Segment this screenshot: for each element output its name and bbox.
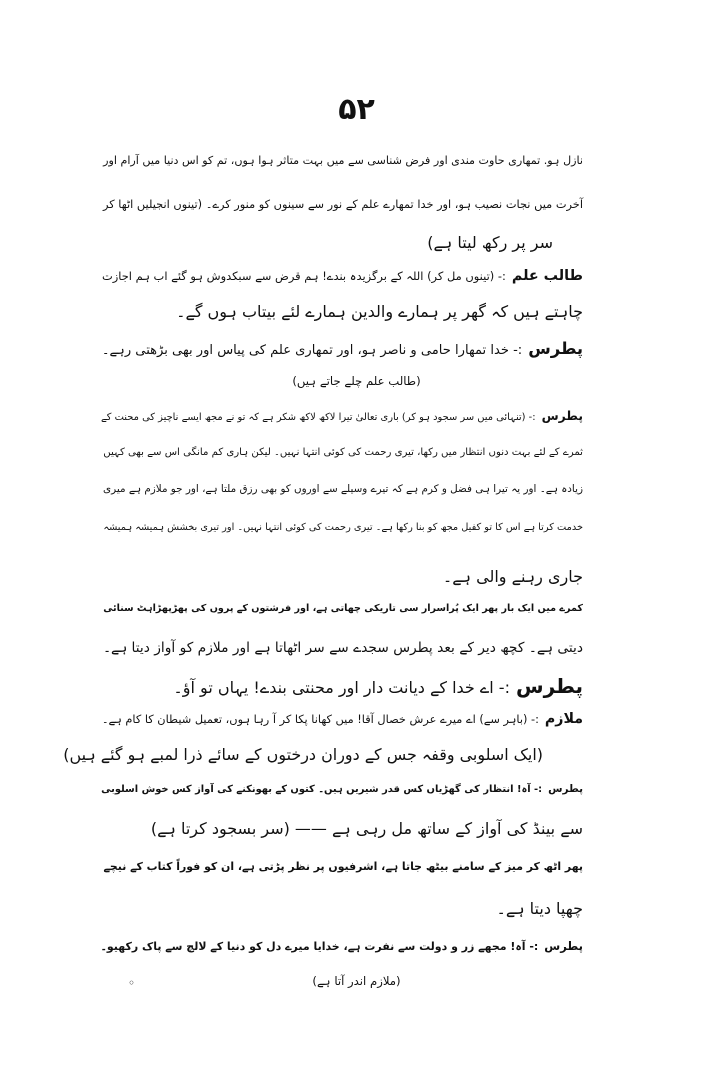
line-text: :- (تنہائی میں سر سجود ہو کر) باری تعالیٰ تیرا لاکھ لاکھ شکر ہے کہ تو نے مجھ ایسے ناچیز کی محنت کے: [100, 412, 536, 423]
line-text: :- (تینوں مل کر) اللہ کے برگزیدہ بندے! ہم قرض سے سبکدوش ہو گئے اب ہم اجازت: [101, 269, 506, 283]
speaker-name: طالب علم: [511, 268, 583, 284]
line-text: کمرے میں ایک بار پھر ایک پُراسرار سی تاریکی چھاتی ہے، اور فرشتوں کے پروں کی پھڑپھڑاہٹ سنائی: [103, 603, 583, 614]
speaker-name: ملازم: [544, 711, 583, 727]
text-line: [103, 442, 583, 464]
line-text: (ملازم اندر آتا ہے): [312, 974, 401, 988]
dialogue-line: [173, 675, 583, 699]
stage-direction: [427, 232, 553, 254]
page-number: ۵۲: [338, 92, 375, 127]
line-text: سے بینڈ کی آواز کے ساتھ مل رہی ہے —— (سر بسجود کرتا ہے): [150, 819, 583, 838]
line-text: جاری رہنے والی ہے۔: [442, 567, 583, 586]
text-line: [103, 517, 583, 539]
speaker-name: پطرس: [528, 339, 583, 358]
speaker-name: پطرس: [544, 939, 583, 953]
line-text: سر پر رکھ لیتا ہے): [427, 233, 553, 252]
line-text: آخرت میں نجات نصیب ہو، اور خدا تمھارے علم کے نور سے سینوں کو منور کرے۔ (تینوں انجیلیں اٹھا کر: [102, 197, 583, 211]
line-text: پھر اٹھ کر میز کے سامنے بیٹھ جاتا ہے، اشرفیوں پر نظر پڑتی ہے، ان کو فوراً کتاب کے نیچے: [103, 860, 583, 873]
stage-direction: [0, 970, 713, 992]
line-text: دیتی ہے۔ کچھ دیر کے بعد پطرس سجدے سے سر اٹھاتا ہے اور ملازم کو آواز دیتا ہے۔: [102, 640, 583, 656]
text-line: [104, 856, 584, 878]
text-line: [103, 478, 583, 500]
text-line: [103, 637, 583, 659]
dialogue-line: [100, 935, 583, 958]
line-text: :- آہ! انتظار کی گھڑیاں کس قدر شیریں ہیں۔ کتوں کے بھونکنے کی آواز کس خوش اسلوبی: [101, 784, 543, 795]
dialogue-line: [101, 405, 583, 429]
dialogue-line: [102, 708, 583, 730]
line-text: :- (باہر سے) اے میرے عرش خصال آقا! میں کھانا پکا کر آ رہا ہوں، تعمیل شیطان کا کام ہے۔: [101, 712, 539, 726]
dialogue-line: [102, 265, 583, 287]
speaker-name: پطرس: [548, 783, 583, 795]
line-text: (طالب علم چلے جاتے ہیں): [292, 374, 421, 388]
line-text: چھپا دیتا ہے۔: [496, 899, 583, 918]
line-text: ثمرے کے لئے بہت دنوں انتظار میں رکھا، تیری رحمت کی کوئی انتہا نہیں۔ لیکن ہاری کم مانگی اس سے بھی کہیں: [103, 447, 583, 458]
stage-direction: [63, 744, 543, 766]
line-text: چاہتے ہیں کہ گھر پر ہمارے والدین ہمارے لئے بیتاب ہوں گے۔: [176, 302, 583, 321]
dialogue-line: [101, 778, 583, 801]
dialogue-line: [102, 338, 583, 362]
line-text: نازل ہو. تمھاری حاوت مندی اور فرض شناسی سے میں بہت متاثر ہوا ہوں، تم کو اس دنیا میں آرام اور: [103, 154, 583, 167]
line-text: :- اے خدا کے دیانت دار اور محنتی بندے! یہاں تو آؤ۔: [173, 678, 510, 697]
text-line: [103, 150, 583, 172]
line-text: :- آہ! مجھے زر و دولت سے نفرت ہے، خدایا میرے دل کو دنیا کے لالچ سے پاک رکھیو۔: [100, 940, 539, 953]
stage-direction: [0, 370, 713, 392]
speaker-name: پطرس: [515, 674, 583, 698]
text-line: [103, 193, 583, 215]
text-line: [103, 598, 583, 620]
line-text: خدمت کرتا ہے اس کا تو کفیل مجھ کو بنا رکھا ہے۔ تیری رحمت کی کوئی انتہا نہیں۔ اور تیری بخشش ہمیشہ ہمیشہ: [103, 522, 583, 533]
text-line: [496, 898, 583, 920]
ink-mark: ◦: [128, 976, 136, 990]
text-line: [443, 566, 583, 588]
text-line: [176, 301, 583, 323]
text-line: [151, 818, 583, 840]
line-text: :- خدا تمھارا حامی و ناصر ہو، اور تمھاری علم کی پیاس اور بھی بڑھتی رہے۔: [101, 343, 523, 358]
speaker-name: پطرس: [541, 409, 583, 423]
line-text: زیادہ ہے۔ اور یہ تیرا ہی فضل و کرم ہے کہ تیرے وسیلے سے اوروں کو بھی رزق ملتا ہے، اور جو ملازم ہے میری: [103, 483, 583, 495]
line-text: (ایک اسلوبی وقفہ جس کے دوران درختوں کے سائے ذرا لمبے ہو گئے ہیں): [63, 745, 543, 764]
